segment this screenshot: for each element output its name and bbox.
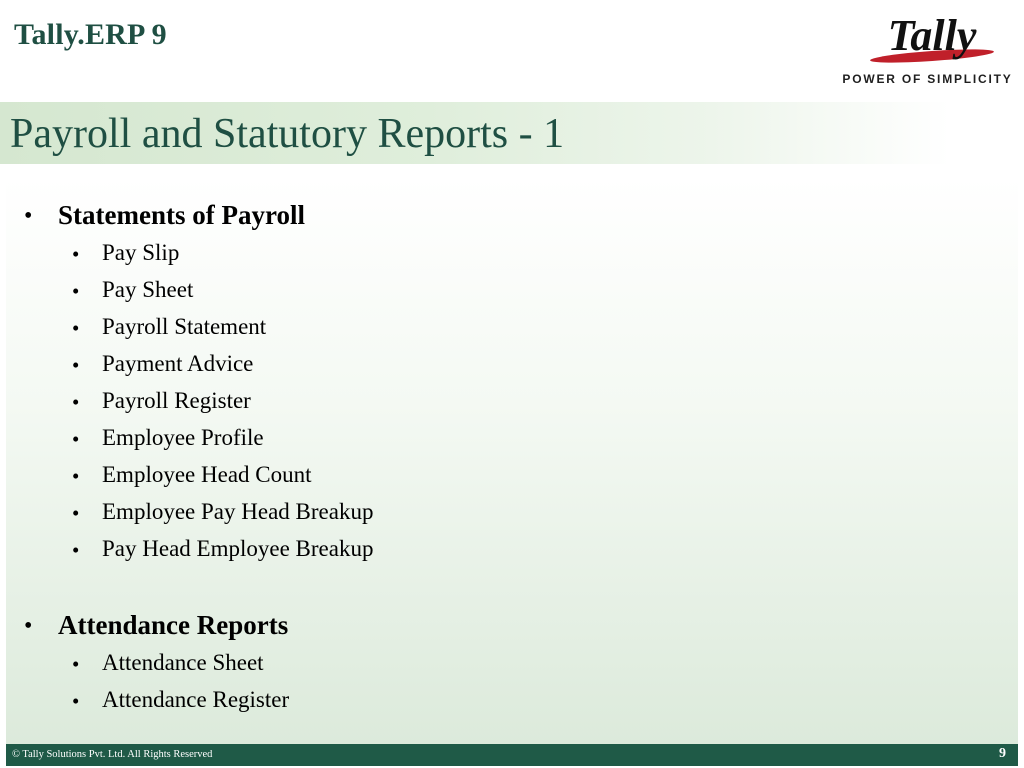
section-heading: Statements of Payroll <box>58 200 305 230</box>
bullet-dot: • <box>72 464 80 488</box>
list-item: Employee Head Count <box>102 462 312 487</box>
bullet-dot: • <box>72 242 80 266</box>
bullet-dot: • <box>72 689 80 713</box>
logo-tagline: POWER OF SIMPLICITY <box>842 72 1013 86</box>
copyright-text: © Tally Solutions Pvt. Ltd. All Rights Reserved <box>12 749 213 760</box>
page-number: 9 <box>999 746 1006 761</box>
footer-bar <box>6 744 1018 766</box>
bullet-dot: • <box>72 390 80 414</box>
list-item: Payment Advice <box>102 351 254 376</box>
list-item: Attendance Register <box>102 687 290 712</box>
bullet-dot: • <box>72 279 80 303</box>
list-item: Employee Profile <box>102 425 264 450</box>
list-item: Pay Head Employee Breakup <box>102 536 374 561</box>
bullet-dot: • <box>72 427 80 451</box>
list-item: Pay Sheet <box>102 277 194 302</box>
list-item: Pay Slip <box>102 240 180 265</box>
bullet-dot: • <box>72 538 80 562</box>
tally-logo <box>840 12 1015 90</box>
logo-wordmark: Tally <box>887 12 977 60</box>
slide-title: Payroll and Statutory Reports - 1 <box>10 111 565 157</box>
list-item: Employee Pay Head Breakup <box>102 499 374 524</box>
bullet-dot: • <box>24 203 33 229</box>
bullet-dot: • <box>24 613 33 639</box>
list-item: Attendance Sheet <box>102 650 264 675</box>
list-item: Payroll Register <box>102 388 251 413</box>
tally-logo-mark <box>840 12 1015 72</box>
bullet-dot: • <box>72 316 80 340</box>
bullet-dot: • <box>72 353 80 377</box>
bullet-dot: • <box>72 652 80 676</box>
section-heading: Attendance Reports <box>58 610 289 640</box>
bullet-dot: • <box>72 501 80 525</box>
brand-title: Tally.ERP 9 <box>14 18 167 51</box>
list-item: Payroll Statement <box>102 314 267 339</box>
